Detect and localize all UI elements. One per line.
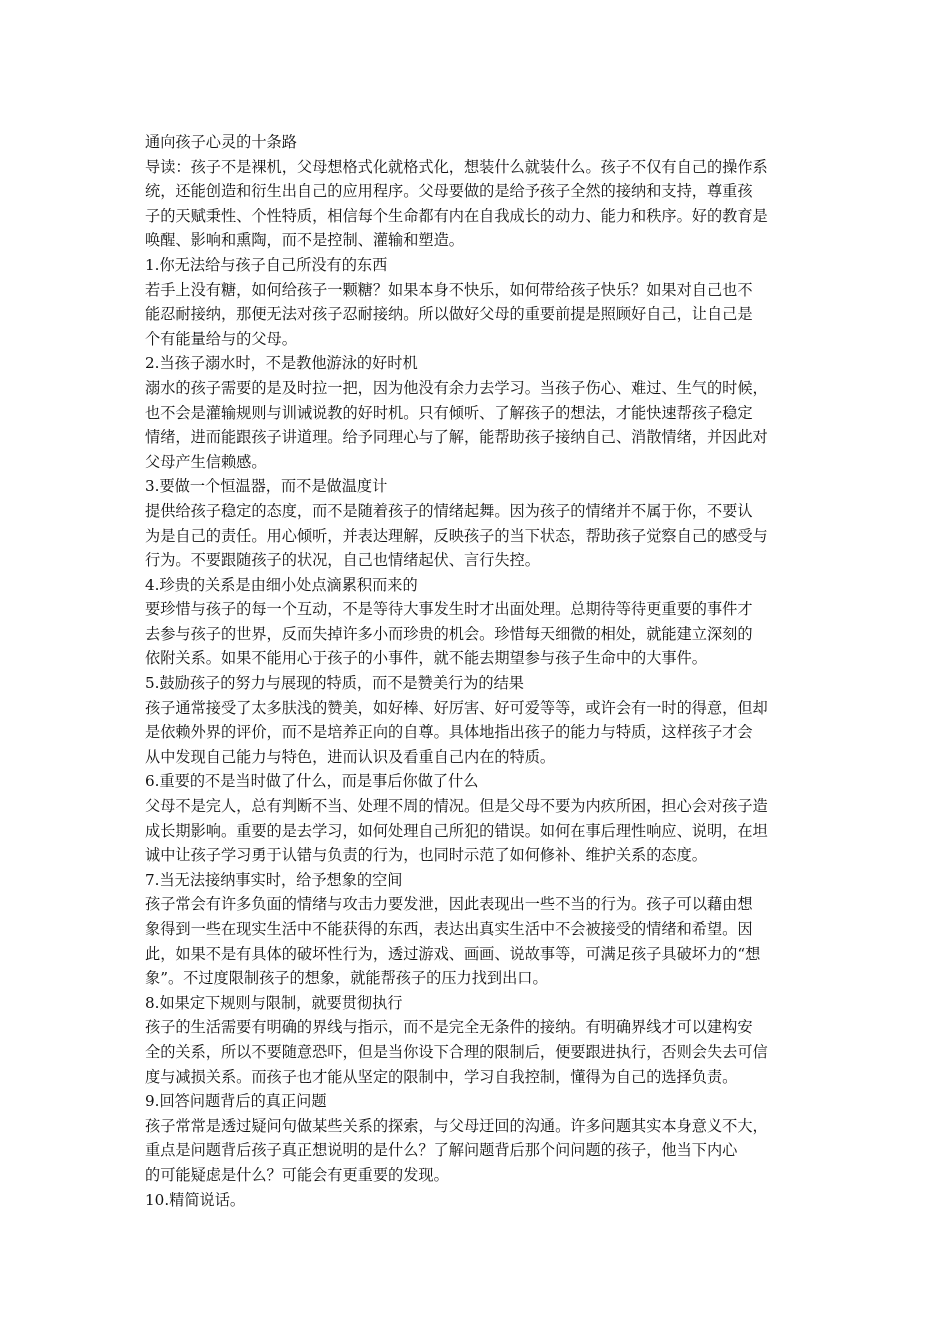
section-line: 提供给孩子稳定的态度，而不是随着孩子的情绪起舞。因为孩子的情绪并不属于你，不要认 xyxy=(145,501,753,520)
section-9 xyxy=(145,1089,812,1187)
section-line: 重点是问题背后孩子真正想说明的是什么？了解问题背后那个问问题的孩子，他当下内心 xyxy=(145,1141,738,1160)
section-line: 成长期影响。重要的是去学习，如何处理自己所犯的错误。如何在事后理性响应、说明，在坦 xyxy=(145,821,768,840)
intro-line: 子的天赋秉性、个性特质，相信每个生命都有内在自我成长的动力、能力和秩序。好的教育是 xyxy=(145,206,768,225)
section-line: 也不会是灌输规则与训诫说教的好时机。只有倾听、了解孩子的想法，才能快速帮孩子稳定 xyxy=(145,403,753,422)
section-line: 孩子常会有许多负面的情绪与攻击力要发泄，因此表现出一些不当的行为。孩子可以藉由想 xyxy=(145,895,753,914)
section-line: 象得到一些在现实生活中不能获得的东西，表达出真实生活中不会被接受的情绪和希望。因 xyxy=(145,920,753,938)
section-heading: 9.回答问题背后的真正问题 xyxy=(145,1092,327,1111)
section-line: 为是自己的责任。用心倾听，并表达理解，反映孩子的当下状态，帮助孩子觉察自己的感受与 xyxy=(145,526,768,545)
section-heading: 7.当无法接纳事实时，给予想象的空间 xyxy=(145,870,403,889)
section-line: 是依赖外界的评价，而不是培养正向的自尊。具体地指出孩子的能力与特质，这样孩子才会 xyxy=(145,723,753,742)
section-line: 若手上没有糖，如何给孩子一颗糖？如果本身不快乐，如何带给孩子快乐？如果对自己也不 xyxy=(145,280,753,299)
section-line: 孩子常常是透过疑问句做某些关系的探索，与父母迂回的沟通。许多问题其实本身意义不大， xyxy=(145,1116,768,1135)
section-6 xyxy=(145,769,812,867)
section-line: 要珍惜与孩子的每一个互动，不是等待大事发生时才出面处理。总期待等待更重要的事件才 xyxy=(145,600,753,619)
section-line: 父母不是完人，总有判断不当、处理不周的情况。但是父母不要为内疚所困，担心会对孩子造 xyxy=(145,797,768,816)
intro-line: 唤醒、影响和熏陶，而不是控制、灌输和塑造。 xyxy=(145,231,464,250)
document-title: 通向孩子心灵的十条路 xyxy=(145,133,297,151)
section-3 xyxy=(145,474,812,572)
section-5 xyxy=(145,671,812,769)
section-line: 孩子的生活需要有明确的界线与指示，而不是完全无条件的接纳。有明确界线才可以建构安 xyxy=(145,1018,753,1037)
section-line: 度与减损关系。而孩子也才能从坚定的限制中，学习自我控制，懂得为自己的选择负责。 xyxy=(145,1067,738,1086)
intro-line: 统，还能创造和衍生出自己的应用程序。父母要做的是给予孩子全然的接纳和支持，尊重孩 xyxy=(145,182,753,201)
document-body xyxy=(145,130,812,1212)
section-1 xyxy=(145,253,812,351)
section-line: 象”。不过度限制孩子的想象，就能帮孩子的压力找到出口。 xyxy=(145,969,548,988)
section-heading: 6.重要的不是当时做了什么，而是事后你做了什么 xyxy=(145,772,479,791)
intro-paragraph xyxy=(145,155,812,253)
section-heading: 3.要做一个恒温器，而不是做温度计 xyxy=(145,477,388,496)
intro-line: 导读：孩子不是裸机，父母想格式化就格式化，想装什么就装什么。孩子不仅有自己的操作系 xyxy=(145,157,768,176)
section-line: 的可能疑虑是什么？可能会有更重要的发现。 xyxy=(145,1165,449,1184)
section-7 xyxy=(145,868,812,991)
section-line: 依附关系。如果不能用心于孩子的小事件，就不能去期望参与孩子生命中的大事件。 xyxy=(145,649,707,668)
section-line: 孩子通常接受了太多肤浅的赞美，如好棒、好厉害、好可爱等等，或许会有一时的得意，但却 xyxy=(145,698,768,717)
section-line: 父母产生信赖感。 xyxy=(145,452,267,471)
section-line: 溺水的孩子需要的是及时拉一把，因为他没有余力去学习。当孩子伤心、难过、生气的时候， xyxy=(145,378,768,397)
section-heading: 4.珍贵的关系是由细小处点滴累积而来的 xyxy=(145,575,418,594)
section-line: 行为。不要跟随孩子的状况，自己也情绪起伏、言行失控。 xyxy=(145,551,540,570)
section-line: 诚中让孩子学习勇于认错与负责的行为，也同时示范了如何修补、维护关系的态度。 xyxy=(145,846,707,865)
section-2 xyxy=(145,351,812,474)
section-heading: 1.你无法给与孩子自己所没有的东西 xyxy=(145,255,388,274)
section-8 xyxy=(145,991,812,1089)
section-line: 从中发现自己能力与特色，进而认识及看重自己内在的特质。 xyxy=(145,747,556,766)
section-line: 全的关系，所以不要随意恐吓，但是当你设下合理的限制后，便要跟进执行，否则会失去可信 xyxy=(145,1042,768,1061)
section-line: 个有能量给与的父母。 xyxy=(145,329,297,348)
section-4 xyxy=(145,573,812,671)
section-heading: 5.鼓励孩子的努力与展现的特质，而不是赞美行为的结果 xyxy=(145,674,524,693)
section-line: 此，如果不是有具体的破坏性行为，透过游戏、画画、说故事等，可满足孩子具破坏力的“想 xyxy=(145,944,761,963)
section-heading: 10.精简说话。 xyxy=(145,1190,246,1209)
section-heading: 8.如果定下规则与限制，就要贯彻执行 xyxy=(145,993,403,1012)
section-line: 能忍耐接纳，那便无法对孩子忍耐接纳。所以做好父母的重要前提是照顾好自己，让自己是 xyxy=(145,305,753,324)
section-10 xyxy=(145,1188,812,1213)
section-line: 去参与孩子的世界，反而失掉许多小而珍贵的机会。珍惜每天细微的相处，就能建立深刻的 xyxy=(145,624,753,643)
section-heading: 2.当孩子溺水时，不是教他游泳的好时机 xyxy=(145,354,418,373)
section-line: 情绪，进而能跟孩子讲道理。给予同理心与了解，能帮助孩子接纳自己、消散情绪，并因此对 xyxy=(145,428,768,447)
